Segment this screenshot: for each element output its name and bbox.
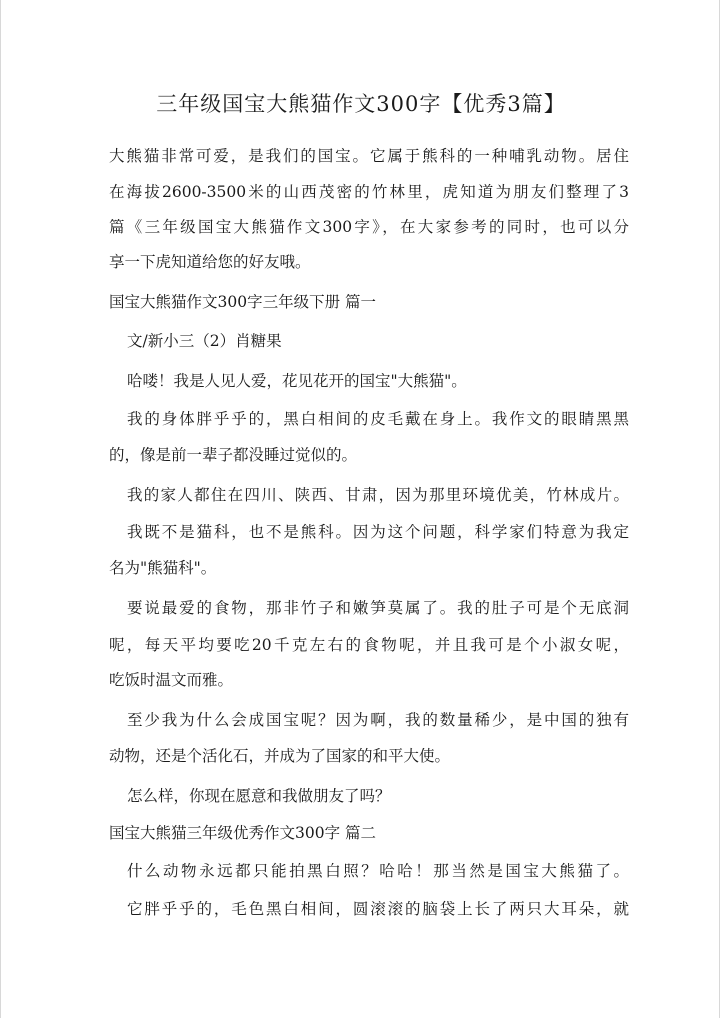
section-heading-1: 国宝大熊猫作文300字三年级下册 篇一	[109, 293, 377, 311]
body-line-20: 什么动物永远都只能拍黑白照？哈哈！那当然是国宝大熊猫了。	[127, 862, 629, 880]
body-line-10: 我的家人都住在四川、陕西、甘肃，因为那里环境优美，竹林成片。	[127, 486, 629, 504]
body-line-12: 名为"熊猫科"。	[109, 559, 217, 577]
body-line-17: 动物，还是个活化石，并成为了国家的和平大使。	[109, 747, 451, 765]
body-line-16: 至少我为什么会成国宝呢？因为啊，我的数量稀少，是中国的独有	[127, 711, 629, 729]
body-line-1: 大熊猫非常可爱，是我们的国宝。它属于熊科的一种哺乳动物。居住	[109, 147, 629, 165]
body-line-2: 在海拔2600-3500米的山西茂密的竹林里，虎知道为朋友们整理了3	[109, 183, 629, 201]
body-line-11: 我既不是猫科，也不是熊科。因为这个问题，科学家们特意为我定	[127, 523, 629, 541]
body-line-15: 吃饭时温文而雅。	[109, 671, 234, 689]
body-line-14: 呢，每天平均要吃20千克左右的食物呢，并且我可是个小淑女呢，	[109, 636, 629, 654]
body-line-9: 的，像是前一辈子都没睡过觉似的。	[109, 446, 358, 464]
body-line-13: 要说最爱的食物，那非竹子和嫩笋莫属了。我的肚子可是个无底洞	[127, 599, 629, 617]
body-line-18: 怎么样，你现在愿意和我做朋友了吗？	[127, 787, 391, 805]
document-title: 三年级国宝大熊猫作文300字【优秀3篇】	[156, 92, 566, 116]
body-line-21: 它胖乎乎的，毛色黑白相间，圆滚滚的脑袋上长了两只大耳朵，就	[127, 900, 629, 918]
body-line-8: 我的身体胖乎乎的，黑白相间的皮毛戴在身上。我作文的眼睛黑黑	[127, 410, 629, 428]
author-line: 文/新小三（2）肖糖果	[127, 332, 282, 350]
section-heading-2: 国宝大熊猫三年级优秀作文300字 篇二	[109, 824, 377, 842]
body-line-3: 篇《三年级国宝大熊猫作文300字》，在大家参考的同时，也可以分	[109, 218, 629, 236]
body-line-7: 哈喽！我是人见人爱，花见花开的国宝"大熊猫"。	[127, 372, 467, 390]
body-line-4: 享一下虎知道给您的好友哦。	[109, 253, 311, 271]
